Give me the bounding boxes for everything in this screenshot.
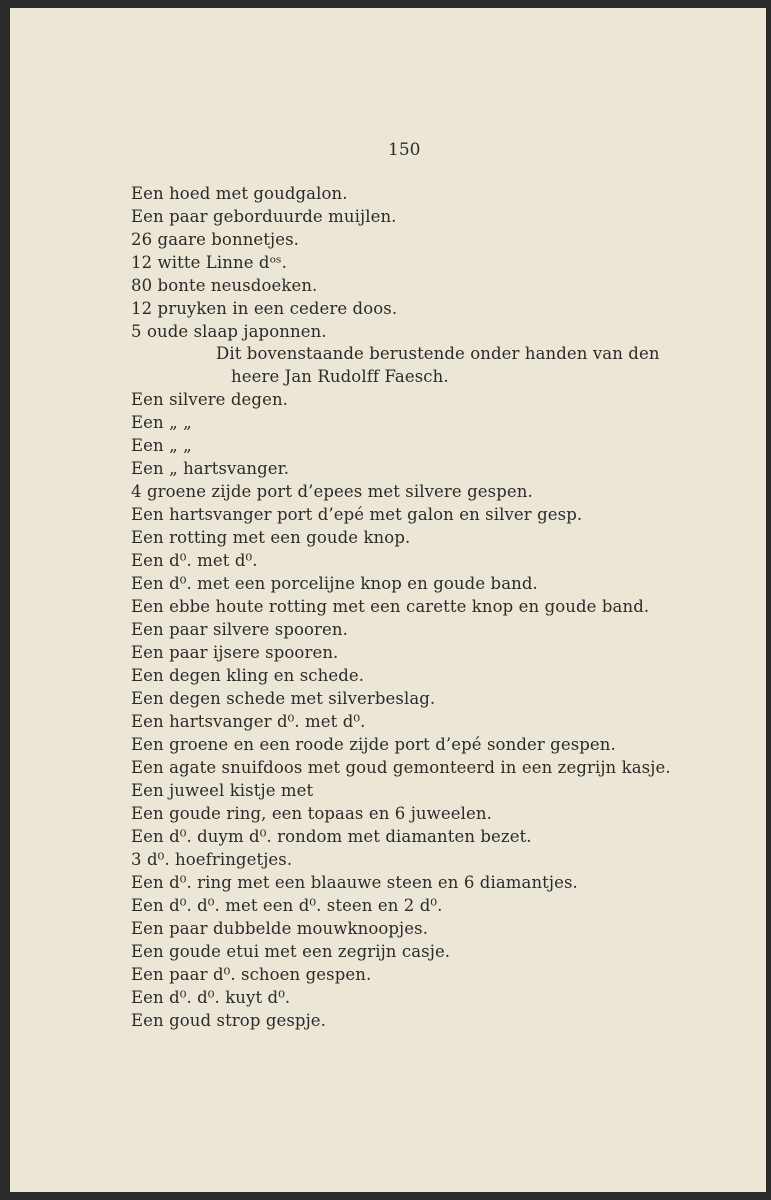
text-line: Een hartsvanger d⁰. met d⁰.	[131, 712, 366, 731]
text-line: heere Jan Rudolff Faesch.	[231, 367, 449, 386]
text-line: Een „ hartsvanger.	[131, 459, 290, 478]
text-line: Een „ „	[131, 413, 192, 432]
text-line: Een d⁰. d⁰. kuyt d⁰.	[131, 988, 291, 1007]
text-line: Een goud strop gespje.	[131, 1011, 327, 1030]
text-line: 4 groene zijde port d’epees met silvere gespen.	[131, 482, 533, 501]
text-line: Een hoed met goudgalon.	[131, 184, 348, 203]
text-line: Een juweel kistje met	[131, 781, 314, 800]
text-line: Een agate snuifdoos met goud gemonteerd in een zegrijn kasje.	[131, 758, 671, 777]
text-line: 3 d⁰. hoefringetjes.	[131, 850, 293, 869]
text-line: Een d⁰. met een porcelijne knop en goude band.	[131, 574, 538, 593]
text-line: 80 bonte neusdoeken.	[131, 276, 318, 295]
text-line: Een paar geborduurde muijlen.	[131, 207, 397, 226]
text-line: Dit bovenstaande berustende onder handen van den	[216, 344, 660, 363]
text-line: Een paar silvere spooren.	[131, 620, 348, 639]
text-line: Een goude ring, een topaas en 6 juweelen.	[131, 804, 492, 823]
text-line: Een d⁰. met d⁰.	[131, 551, 258, 570]
text-line: Een degen kling en schede.	[131, 666, 365, 685]
text-line: Een silvere degen.	[131, 390, 289, 409]
text-line: Een groene en een roode zijde port d’epé sonder gespen.	[131, 735, 616, 754]
text-line: 12 witte Linne dᵒˢ.	[131, 253, 288, 272]
text-line: Een goude etui met een zegrijn casje.	[131, 942, 451, 961]
text-line: Een paar d⁰. schoen gespen.	[131, 965, 372, 984]
text-line: 5 oude slaap japonnen.	[131, 322, 327, 341]
text-line: Een „ „	[131, 436, 192, 455]
document-page	[10, 8, 766, 1192]
text-line: Een ebbe houte rotting met een carette knop en goude band.	[131, 597, 650, 616]
text-line: 26 gaare bonnetjes.	[131, 230, 300, 249]
page-number: 150	[388, 140, 421, 160]
text-line: Een hartsvanger port d’epé met galon en silver gesp.	[131, 505, 583, 524]
text-line: 12 pruyken in een cedere doos.	[131, 299, 398, 318]
text-line: Een paar dubbelde mouwknoopjes.	[131, 919, 429, 938]
text-line: Een rotting met een goude knop.	[131, 528, 411, 547]
text-line: Een paar ijsere spooren.	[131, 643, 339, 662]
text-line: Een degen schede met silverbeslag.	[131, 689, 436, 708]
text-line: Een d⁰. duym d⁰. rondom met diamanten bezet.	[131, 827, 532, 846]
text-line: Een d⁰. ring met een blaauwe steen en 6 diamantjes.	[131, 873, 578, 892]
text-line: Een d⁰. d⁰. met een d⁰. steen en 2 d⁰.	[131, 896, 443, 915]
